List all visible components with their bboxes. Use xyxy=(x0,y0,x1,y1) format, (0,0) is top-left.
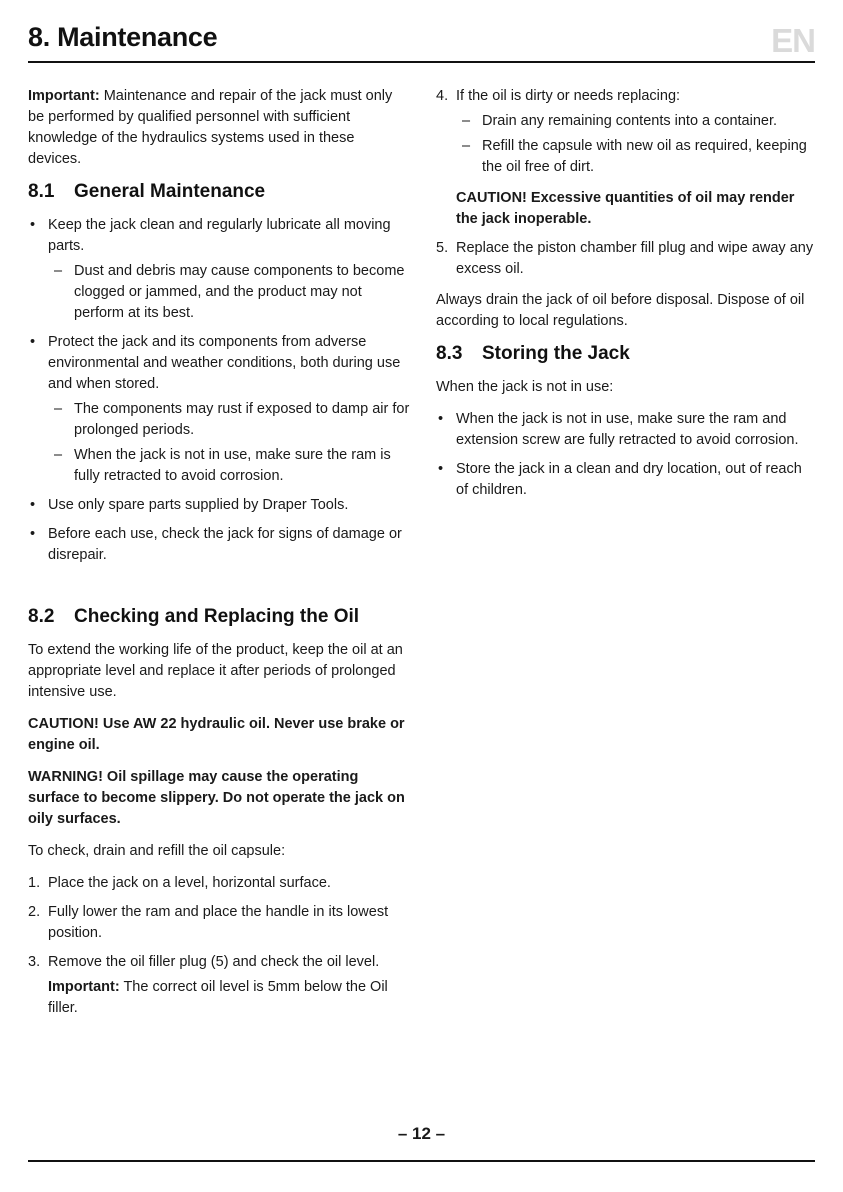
section-number: 8.3 xyxy=(436,343,463,364)
step-text: Fully lower the ram and place the handle in its lowest position. xyxy=(48,904,389,941)
step-item xyxy=(436,238,816,280)
list-item: • When the jack is not in use, make sure the ram and extension screw are fully retracted to avoid corrosion. xyxy=(436,409,816,451)
sub-list-item: – Drain any remaining contents into a container. xyxy=(456,111,816,132)
warning-oil-spillage: WARNING! Oil spillage may cause the operating surface to become slippery. Do not operate the jack on oily surfaces. xyxy=(28,769,405,827)
page-number: – 12 – xyxy=(397,1124,446,1143)
disposal-paragraph: Always drain the jack of oil before disposal. Dispose of oil according to local regulations. xyxy=(436,292,805,329)
step-item xyxy=(28,902,410,944)
step-number: 5. xyxy=(436,240,449,256)
sub-list xyxy=(48,399,410,487)
spacer xyxy=(28,576,410,598)
step-number: 1. xyxy=(28,875,41,891)
step-item xyxy=(28,952,410,1019)
oil-procedure-intro: To check, drain and refill the oil capsule: xyxy=(28,843,286,859)
sub-list xyxy=(48,261,410,324)
section-title: Checking and Replacing the Oil xyxy=(74,606,360,627)
section-8-1-heading xyxy=(28,181,410,203)
step-item xyxy=(436,86,816,230)
list-item-text: Keep the jack clean and regularly lubricate all moving parts. xyxy=(48,217,391,254)
sub-list-item: – When the jack is not in use, make sure the ram is fully retracted to avoid corrosion. xyxy=(48,445,410,487)
general-maintenance-list xyxy=(28,215,410,566)
oil-intro-paragraph: To extend the working life of the product, keep the oil at an appropriate level and replace it after periods of prolonged intensive use. xyxy=(28,642,403,700)
sub-list-item: – Refill the capsule with new oil as required, keeping the oil free of dirt. xyxy=(456,136,816,178)
section-number: 8.1 xyxy=(28,181,55,202)
step-text: Replace the piston chamber fill plug and wipe away any excess oil. xyxy=(456,240,814,277)
oil-steps-list xyxy=(28,873,410,1019)
list-item xyxy=(28,215,410,324)
section-8-2-heading xyxy=(28,606,410,628)
list-item: • Before each use, check the jack for signs of damage or disrepair. xyxy=(28,524,410,566)
header-rule xyxy=(28,61,815,63)
step-item xyxy=(28,873,410,894)
left-column xyxy=(28,86,410,1029)
step-text: Place the jack on a level, horizontal surface. xyxy=(48,875,331,891)
storing-intro: When the jack is not in use: xyxy=(436,379,614,395)
step-text: If the oil is dirty or needs replacing: xyxy=(456,88,681,104)
intro-label: Important: xyxy=(28,88,100,104)
list-item: • Store the jack in a clean and dry location, out of reach of children. xyxy=(436,459,816,501)
caution-excess-oil: CAUTION! Excessive quantities of oil may render the jack inoperable. xyxy=(456,190,795,227)
list-item: • Use only spare parts supplied by Draper Tools. xyxy=(28,495,410,516)
intro-paragraph xyxy=(28,86,410,170)
step-number: 3. xyxy=(28,954,41,970)
sub-list-item: – The components may rust if exposed to damp air for prolonged periods. xyxy=(48,399,410,441)
page-title: 8. Maintenance xyxy=(28,22,218,52)
section-title: Storing the Jack xyxy=(482,343,630,364)
caution-oil-type: CAUTION! Use AW 22 hydraulic oil. Never use brake or engine oil. xyxy=(28,716,405,753)
footer-rule xyxy=(28,1160,815,1162)
note-label: Important: xyxy=(48,979,120,995)
right-column xyxy=(436,86,816,511)
list-item xyxy=(28,332,410,487)
oil-steps-list-continued xyxy=(436,86,816,280)
sub-list xyxy=(456,111,816,178)
section-number: 8.2 xyxy=(28,606,55,627)
section-title: General Maintenance xyxy=(74,181,266,202)
section-8-3-heading xyxy=(436,343,816,365)
storing-list xyxy=(436,409,816,501)
intro-text: Maintenance and repair of the jack must only be performed by qualified personnel with sufficient knowledge of the hydraulics systems used in these devices. xyxy=(28,88,393,167)
step-number: 4. xyxy=(436,88,449,104)
step-text: Remove the oil filler plug (5) and check the oil level. xyxy=(48,954,380,970)
step-note xyxy=(48,977,410,1019)
list-item-text: Protect the jack and its components from adverse environmental and weather conditions, both during use and when stored. xyxy=(48,334,401,392)
sub-list-item: – Dust and debris may cause components to become clogged or jammed, and the product may not perform at its best. xyxy=(48,261,410,324)
note-text: The correct oil level is 5mm below the Oil filler. xyxy=(48,979,388,1016)
language-badge: EN xyxy=(771,22,815,59)
step-number: 2. xyxy=(28,904,41,920)
